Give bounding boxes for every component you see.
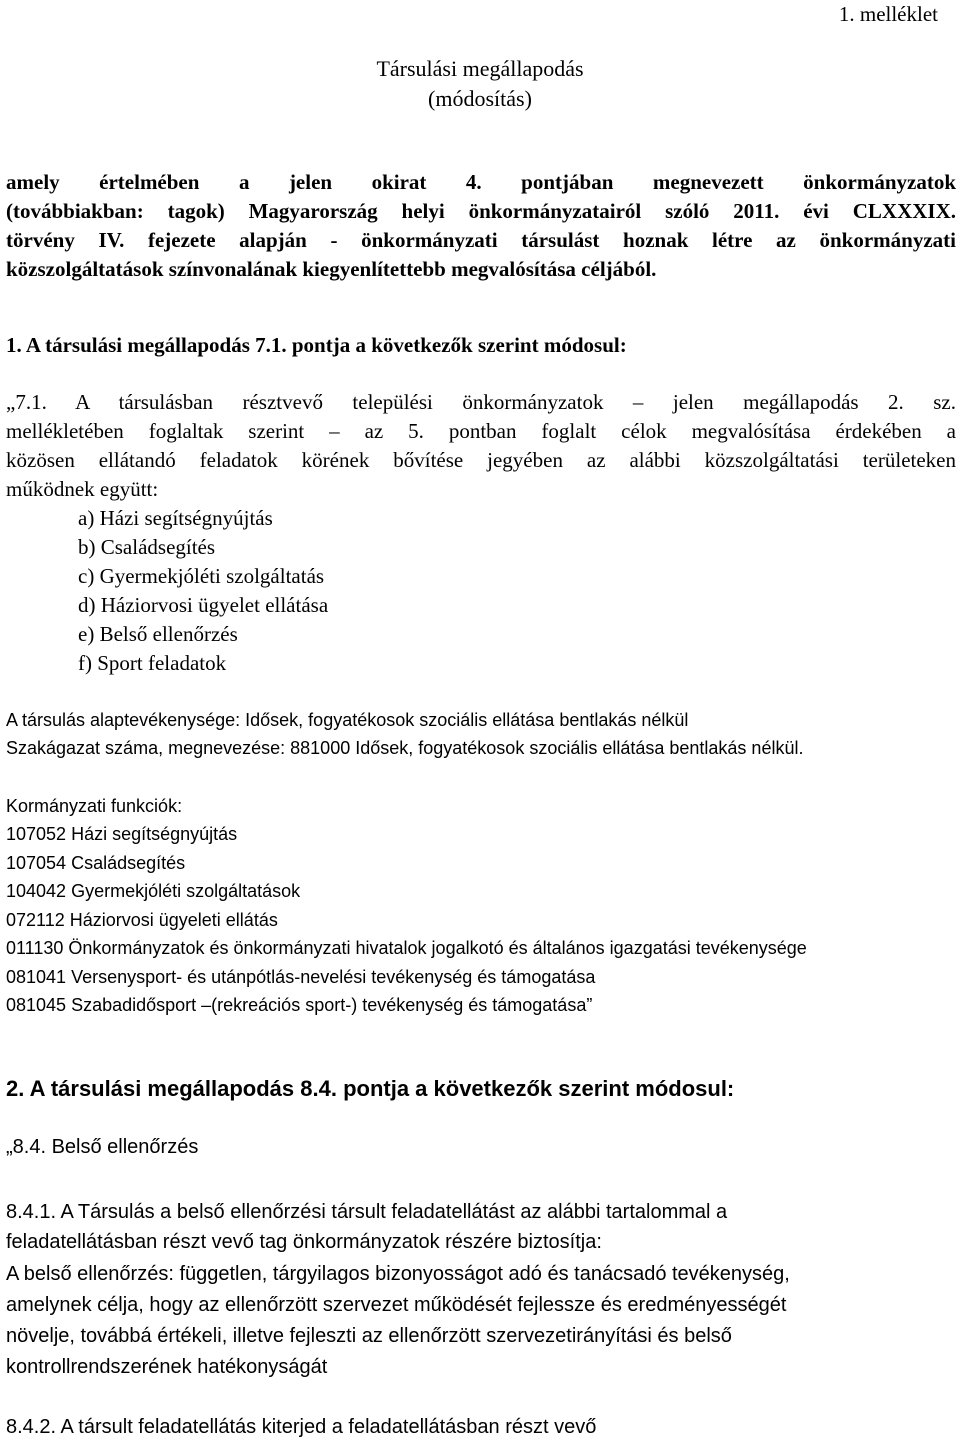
point71-line: „7.1. A társulásban résztvevő települési önkormányzatok – jelen megállapodás 2. sz. xyxy=(6,390,956,414)
intro-line: törvény IV. fejezete alapján - önkormányzati társulást hoznak létre az önkormányzati xyxy=(6,228,956,252)
point841-line: A belső ellenőrzés: független, tárgyilagos bizonyosságot adó és tanácsadó tevékenység, xyxy=(6,1263,790,1285)
point841-line: feladatellátásban részt vevő tag önkormányzatok részére biztosítja: xyxy=(6,1231,602,1253)
function-item: 081041 Versenysport- és utánpótlás-nevelési tevékenység és támogatása xyxy=(6,967,596,987)
point841-line: növelje, továbbá értékeli, illetve fejleszti az ellenőrzött szervezetirányítási és belső xyxy=(6,1325,732,1347)
sector-number: Szakágazat száma, megnevezése: 881000 Idősek, fogyatékosok szociális ellátása bentlakás nélkül. xyxy=(6,738,804,758)
point71-line: mellékletében foglaltak szerint – az 5. pontban foglalt célok megvalósítása érdekében a xyxy=(6,419,956,443)
intro-line: közszolgáltatások színvonalának kiegyenlítettebb megvalósítása céljából. xyxy=(6,257,657,281)
section2-heading: 2. A társulási megállapodás 8.4. pontja a következők szerint módosul: xyxy=(6,1076,735,1101)
task-item: a) Házi segítségnyújtás xyxy=(78,506,273,530)
task-item: d) Háziorvosi ügyelet ellátása xyxy=(78,593,329,617)
task-item: f) Sport feladatok xyxy=(78,651,227,675)
point841-line: kontrollrendszerének hatékonyságát xyxy=(6,1356,328,1378)
function-item: 081045 Szabadidősport –(rekreációs sport-) tevékenység és támogatása” xyxy=(6,995,593,1015)
functions-heading: Kormányzati funkciók: xyxy=(6,796,183,816)
function-item: 107052 Házi segítségnyújtás xyxy=(6,824,238,844)
document-title xyxy=(0,54,960,114)
task-item: b) Családsegítés xyxy=(78,535,216,559)
intro-line: amely értelmében a jelen okirat 4. pontjában megnevezett önkormányzatok xyxy=(6,170,956,194)
intro-line: (továbbiakban: tagok) Magyarország helyi önkormányzatairól szóló 2011. évi CLXXXIX. xyxy=(6,199,956,223)
point71-line: működnek együtt: xyxy=(6,477,159,501)
point841-line: amelynek célja, hogy az ellenőrzött szervezet működését fejlessze és eredményességét xyxy=(6,1294,787,1316)
title-subline: (módosítás) xyxy=(428,86,532,111)
point71-line: közösen ellátandó feladatok körének bővítése jegyében az alábbi közszolgáltatási területeken xyxy=(6,448,956,472)
function-item: 072112 Háziorvosi ügyeleti ellátás xyxy=(6,910,278,930)
task-item: c) Gyermekjóléti szolgáltatás xyxy=(78,564,325,588)
point84-title: „8.4. Belső ellenőrzés xyxy=(6,1136,199,1158)
function-item: 104042 Gyermekjóléti szolgáltatások xyxy=(6,881,301,901)
task-item: e) Belső ellenőrzés xyxy=(78,622,238,646)
point841-line: 8.4.1. A Társulás a belső ellenőrzési társult feladatellátást az alábbi tartalommal a xyxy=(6,1201,728,1223)
section1-heading: 1. A társulási megállapodás 7.1. pontja a következők szerint módosul: xyxy=(6,333,627,357)
title-line: Társulási megállapodás xyxy=(376,56,584,81)
basic-activity: A társulás alaptevékenysége: Idősek, fogyatékosok szociális ellátása bentlakás nélkül xyxy=(6,710,689,730)
annex-label: 1. melléklet xyxy=(838,2,938,26)
function-item: 011130 Önkormányzatok és önkormányzati hivatalok jogalkotó és általános igazgatási tevékenysége xyxy=(6,938,807,958)
function-item: 107054 Családsegítés xyxy=(6,853,186,873)
point842-line: 8.4.2. A társult feladatellátás kiterjed a feladatellátásban részt vevő xyxy=(6,1416,597,1438)
